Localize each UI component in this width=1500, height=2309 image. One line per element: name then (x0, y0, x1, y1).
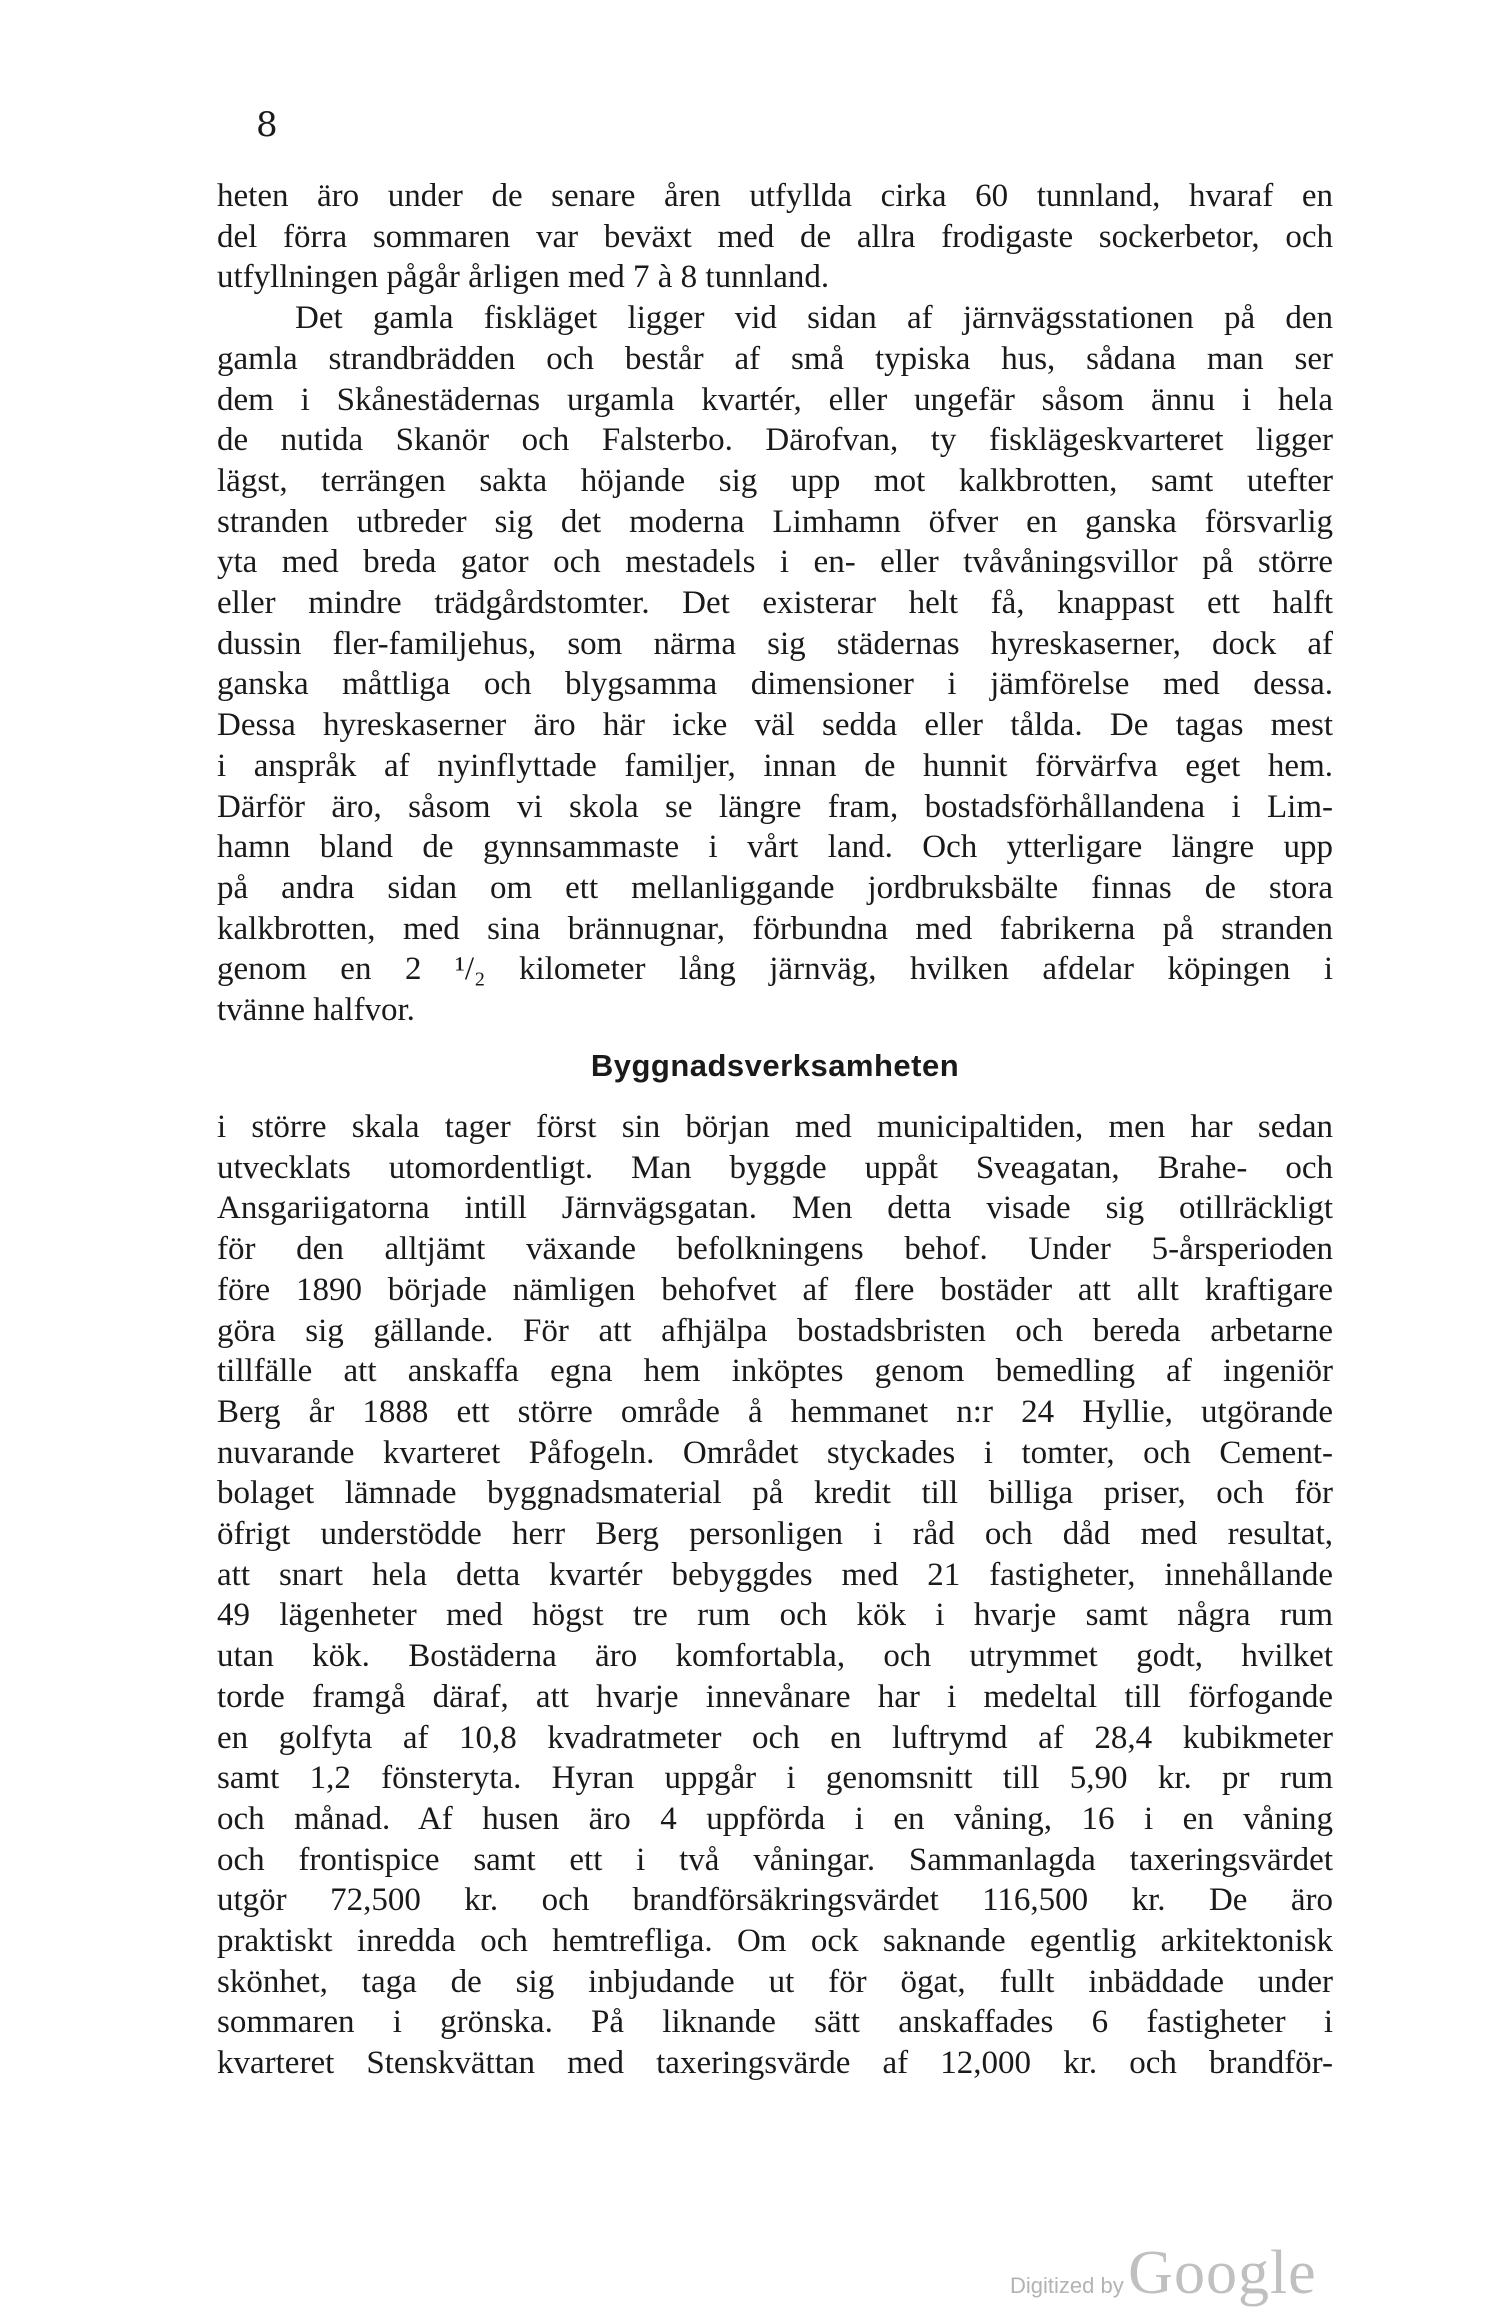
text-line: lägst, terrängen sakta höjande sig upp mot kalkbrotten, samt utefter (217, 462, 1333, 499)
text-line: stranden utbreder sig det moderna Limhamn öfver en ganska försvarlig (217, 503, 1333, 540)
watermark-prefix: Digitized by (1010, 2273, 1124, 2298)
text-line: utgör 72,500 kr. och brandförsäkringsvärdet 116,500 kr. De äro (217, 1882, 1333, 1919)
text-line: och månad. Af husen äro 4 uppförda i en våning, 16 i en våning (217, 1800, 1333, 1837)
text-line: torde framgå däraf, att hvarje innevånare har i medeltal till förfogande (217, 1678, 1333, 1715)
text-line: nuvarande kvarteret Påfogeln. Området styckades i tomter, och Cement- (217, 1434, 1333, 1471)
text-line: del förra sommaren var beväxt med de allra frodigaste sockerbetor, och (217, 218, 1333, 255)
text-line: dem i Skånestädernas urgamla kvartér, eller ungefär såsom ännu i hela (217, 381, 1333, 418)
text-line: på andra sidan om ett mellanliggande jordbruksbälte finnas de stora (217, 869, 1333, 906)
text-line: ganska måttliga och blygsamma dimensioner i jämförelse med dessa. (217, 666, 1333, 703)
text-line: en golfyta af 10,8 kvadratmeter och en luftrymd af 28,4 kubikmeter (217, 1719, 1333, 1756)
text-line: Berg år 1888 ett större område å hemmanet n:r 24 Hyllie, utgörande (217, 1393, 1333, 1430)
text-line: och frontispice samt ett i två våningar. Sammanlagda taxeringsvärdet (217, 1841, 1333, 1878)
text-line: före 1890 började nämligen behofvet af flere bostäder att allt kraftigare (217, 1271, 1333, 1308)
text-line: gamla strandbrädden och består af små typiska hus, sådana man ser (217, 340, 1333, 377)
text-line: i anspråk af nyinflyttade familjer, innan de hunnit förvärfva eget hem. (217, 747, 1333, 784)
text-line: öfrigt understödde herr Berg personligen i råd och dåd med resultat, (217, 1516, 1333, 1553)
text-line: hamn bland de gynnsammaste i vårt land. Och ytterligare längre upp (217, 829, 1333, 866)
text-line: de nutida Skanör och Falsterbo. Därofvan, ty fisklägeskvarteret ligger (217, 422, 1333, 459)
text-line: Därför äro, såsom vi skola se längre fram, bostadsförhållandena i Lim- (217, 788, 1333, 825)
text-line: tillfälle att anskaffa egna hem inköptes genom bemedling af ingeniör (217, 1353, 1333, 1390)
text-line: dussin fler-familjehus, som närma sig städernas hyreskaserner, dock af (217, 625, 1333, 662)
text-line: eller mindre trädgårdstomter. Det existerar helt få, knappast ett halft (217, 585, 1333, 622)
text-line: utan kök. Bostäderna äro komfortabla, och utrymmet godt, hvilket (217, 1638, 1333, 1675)
text-line: kalkbrotten, med sina brännugnar, förbundna med fabrikerna på stranden (217, 910, 1333, 947)
text-line: att snart hela detta kvartér bebyggdes med 21 fastigheter, innehållande (217, 1556, 1333, 1593)
text-line: Det gamla fiskläget ligger vid sidan af järnvägsstationen på den (295, 300, 1333, 337)
text-line: kvarteret Stenskvättan med taxeringsvärde af 12,000 kr. och brandför- (217, 2045, 1333, 2082)
page-number: 8 (256, 105, 278, 145)
text-line: bolaget lämnade byggnadsmaterial på kredit till billiga priser, och för (217, 1475, 1333, 1512)
text-line: sommaren i grönska. På liknande sätt anskaffades 6 fastigheter i (217, 2004, 1333, 2041)
text-line: i större skala tager först sin början med municipaltiden, men har sedan (217, 1109, 1333, 1145)
text-line: tvänne halfvor. (217, 992, 415, 1029)
digitized-by-watermark (1010, 2238, 1317, 2309)
text-line: heten äro under de senare åren utfyllda cirka 60 tunnland, hvaraf en (217, 178, 1333, 214)
text-line: för den alltjämt växande befolkningens behof. Under 5-årsperioden (217, 1231, 1333, 1268)
body-text-bottom (217, 1107, 1333, 2084)
body-text-top (217, 176, 1333, 1031)
text-line: skönhet, taga de sig inbjudande ut för ögat, fullt inbäddade under (217, 1963, 1333, 2000)
google-logo: Google (1128, 2239, 1317, 2307)
text-line: genom en 2 ¹/₂ kilometer lång järnväg, hvilken afdelar köpingen i (217, 951, 1333, 988)
text-line: Ansgariigatorna intill Järnvägsgatan. Men detta visade sig otillräckligt (217, 1190, 1333, 1227)
text-line: utvecklats utomordentligt. Man byggde uppåt Sveagatan, Brahe- och (217, 1149, 1333, 1186)
text-line: yta med breda gator och mestadels i en- eller tvåvåningsvillor på större (217, 544, 1333, 581)
text-line: Dessa hyreskaserner äro här icke väl sedda eller tålda. De tagas mest (217, 707, 1333, 744)
section-heading: Byggnadsverksamheten (590, 1048, 960, 1083)
text-line: utfyllningen pågår årligen med 7 à 8 tunnland. (217, 259, 830, 296)
text-line: praktiskt inredda och hemtrefliga. Om ock saknande egentlig arkitektonisk (217, 1923, 1333, 1960)
text-line: göra sig gällande. För att afhjälpa bostadsbristen och bereda arbetarne (217, 1312, 1333, 1349)
text-line: 49 lägenheter med högst tre rum och kök i hvarje samt några rum (217, 1597, 1333, 1634)
text-line: samt 1,2 fönsteryta. Hyran uppgår i genomsnitt till 5,90 kr. pr rum (217, 1760, 1333, 1797)
